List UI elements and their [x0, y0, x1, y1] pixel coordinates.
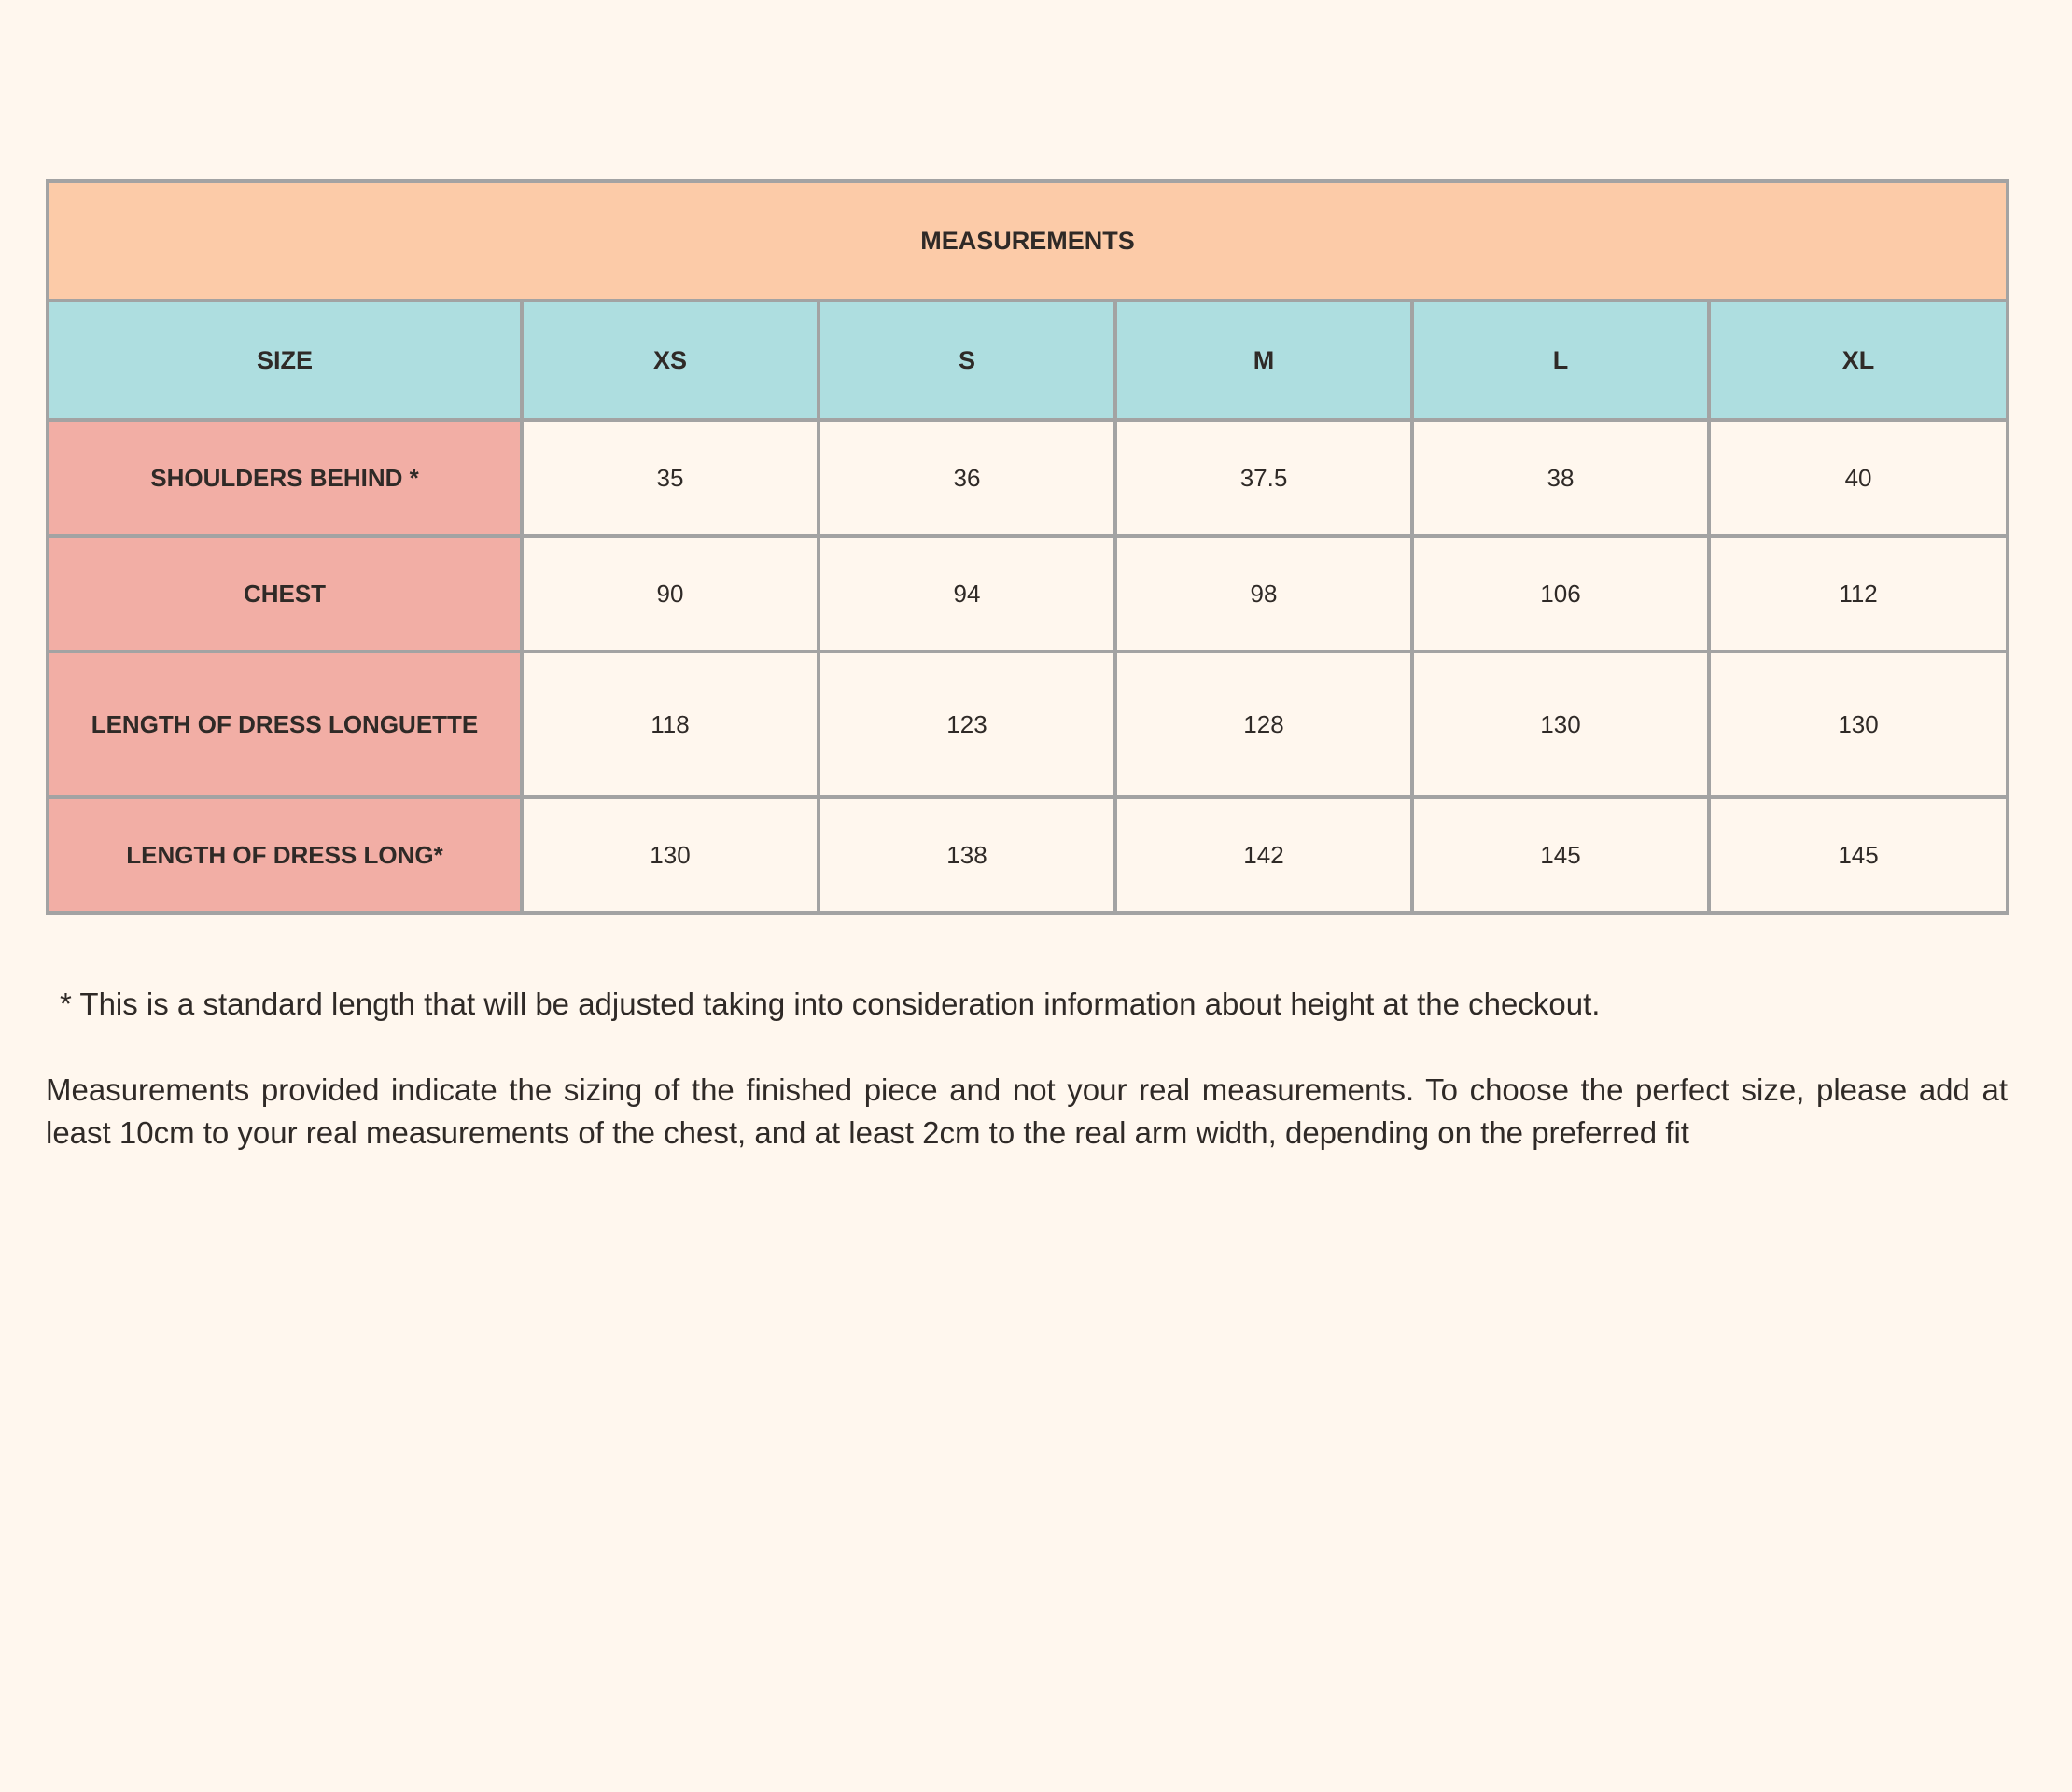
table-cell: 36 — [819, 420, 1115, 536]
table-cell: 145 — [1709, 797, 2008, 913]
table-cell: 90 — [522, 536, 819, 651]
table-cell: 98 — [1115, 536, 1412, 651]
table-cell: 130 — [1412, 651, 1709, 797]
table-cell: 138 — [819, 797, 1115, 913]
table-cell: 94 — [819, 536, 1115, 651]
table-title: MEASUREMENTS — [48, 181, 2008, 301]
row-label: LENGTH OF DRESS LONGUETTE — [48, 651, 522, 797]
table-cell: 38 — [1412, 420, 1709, 536]
size-header-xs: XS — [522, 301, 819, 420]
table-cell: 130 — [1709, 651, 2008, 797]
size-header-label: SIZE — [48, 301, 522, 420]
footnote: * This is a standard length that will be adjusted taking into consideration information about height at the checkout. — [60, 987, 1601, 1021]
table-cell: 35 — [522, 420, 819, 536]
table-cell: 37.5 — [1115, 420, 1412, 536]
size-header-xl: XL — [1709, 301, 2008, 420]
table-row — [48, 420, 2008, 536]
table-cell: 130 — [522, 797, 819, 913]
size-header-s: S — [819, 301, 1115, 420]
sizing-info-text: Measurements provided indicate the sizing of the finished piece and not your real measurements. To choose the perfect size, please add at least 10cm to your real measurements of the chest, and at least 2cm to the real arm width, depending on the preferred fit — [46, 1072, 2008, 1150]
size-header-l: L — [1412, 301, 1709, 420]
table-row — [48, 651, 2008, 797]
table-cell: 106 — [1412, 536, 1709, 651]
table-cell: 118 — [522, 651, 819, 797]
table-row — [48, 797, 2008, 913]
row-label: LENGTH OF DRESS LONG* — [48, 797, 522, 913]
row-label: CHEST — [48, 536, 522, 651]
table-cell: 123 — [819, 651, 1115, 797]
table-cell: 142 — [1115, 797, 1412, 913]
size-header-m: M — [1115, 301, 1412, 420]
table-title-row — [48, 181, 2008, 301]
measurements-table — [46, 179, 2009, 915]
row-label: SHOULDERS BEHIND * — [48, 420, 522, 536]
table-row — [48, 536, 2008, 651]
table-cell: 112 — [1709, 536, 2008, 651]
table-cell: 128 — [1115, 651, 1412, 797]
table-cell: 145 — [1412, 797, 1709, 913]
table-cell: 40 — [1709, 420, 2008, 536]
table-header-row — [48, 301, 2008, 420]
